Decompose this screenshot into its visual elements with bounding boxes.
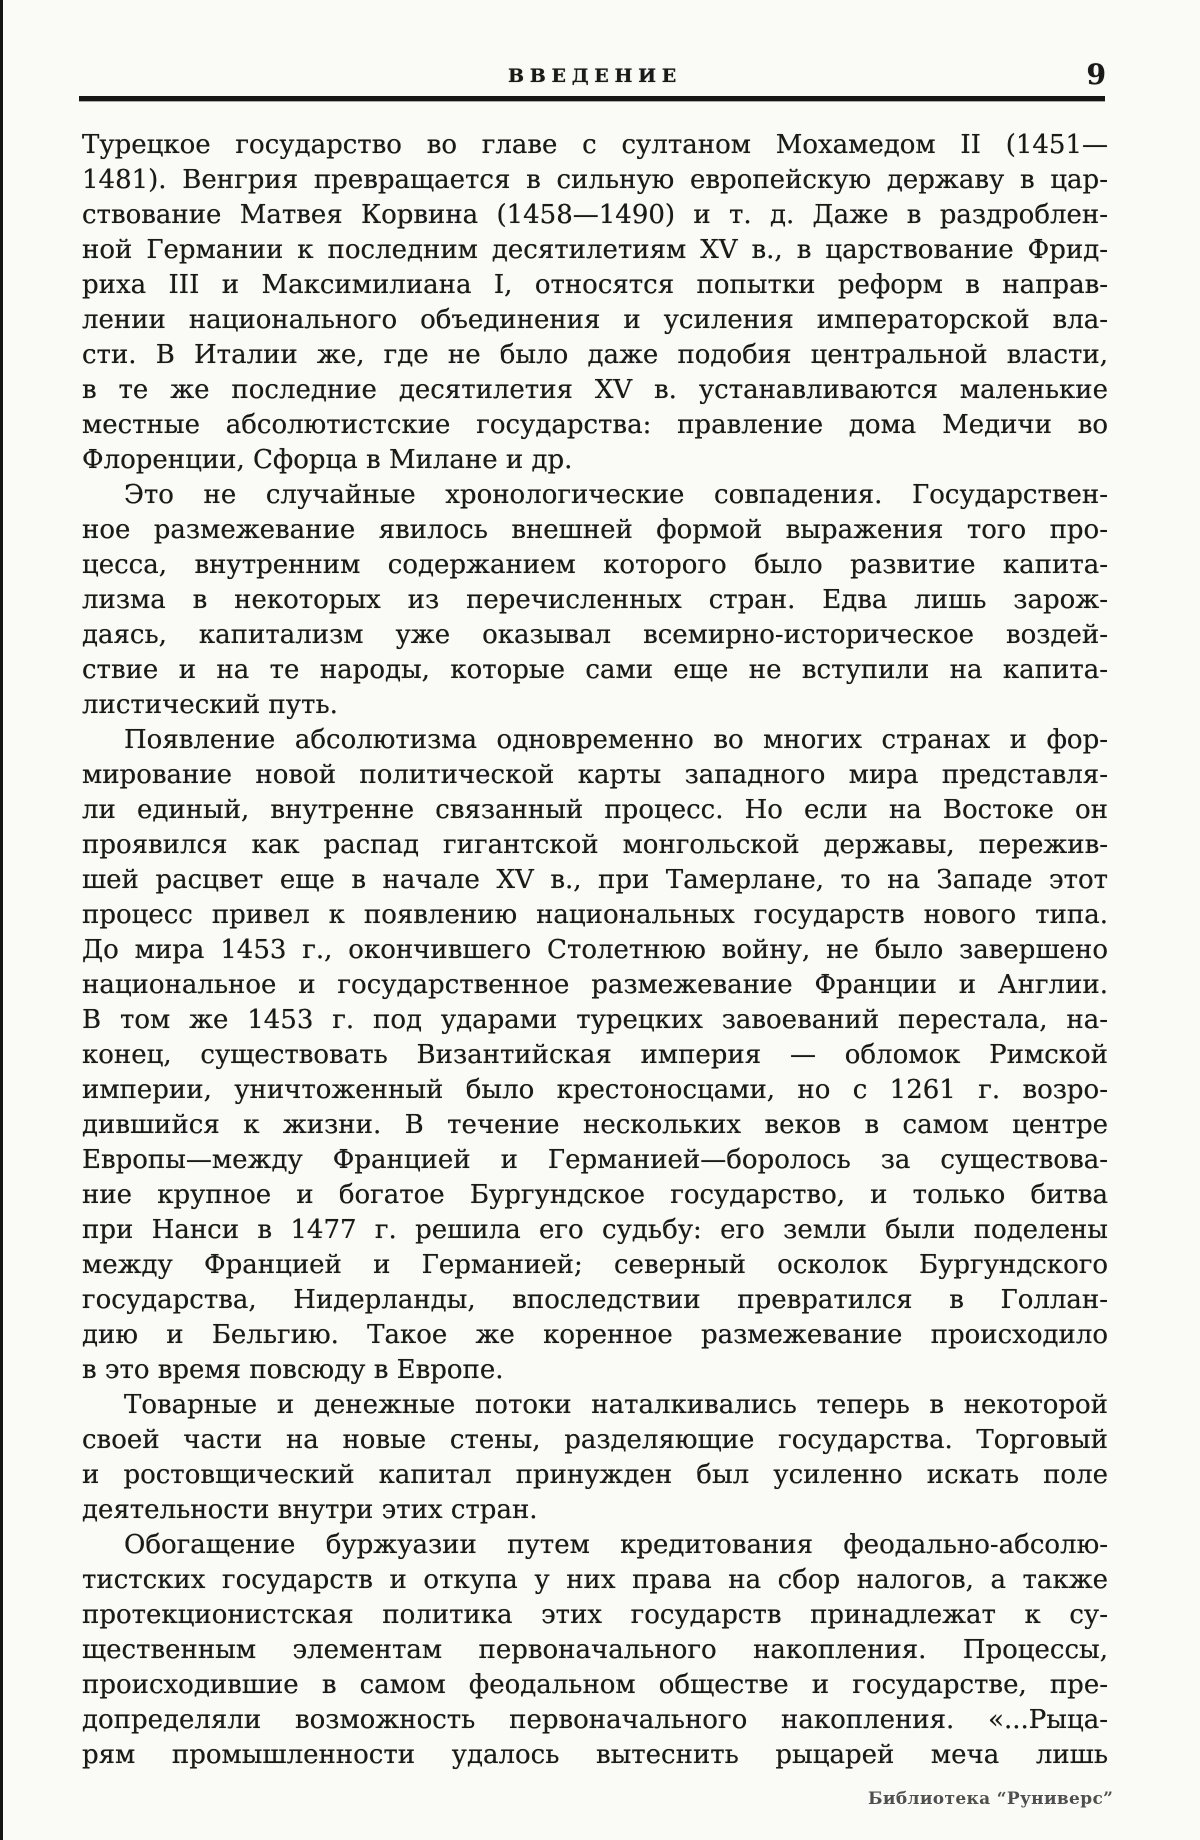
text-line: 1481). Венгрия превращается в сильную европейскую державу в цар-	[82, 165, 1108, 195]
text-line: протекционистская политика этих государств принадлежат к су-	[82, 1600, 1108, 1630]
paragraph	[82, 128, 1108, 478]
text-line: допределяли возможность первоначального накопления. «...Рыца-	[82, 1705, 1108, 1735]
text-line: процесс привел к появлению национальных государств нового типа.	[82, 900, 1108, 930]
text-line: ной Германии к последним десятилетиям XV в., в царствование Фрид-	[82, 235, 1108, 265]
text-line: и ростовщический капитал принужден был усиленно искать поле	[82, 1460, 1108, 1490]
text-line: дию и Бельгию. Такое же коренное размежевание происходило	[82, 1320, 1108, 1350]
text-line: ное размежевание явилось внешней формой выражения того про-	[82, 515, 1108, 545]
text-line: дившийся к жизни. В течение нескольких веков в самом центре	[82, 1110, 1108, 1140]
text-line: происходившие в самом феодальном обществе и государстве, пре-	[82, 1670, 1108, 1700]
text-line: в это время повсюду в Европе.	[82, 1355, 504, 1385]
text-line: Обогащение буржуазии путем кредитования феодально-абсолю-	[124, 1530, 1108, 1560]
text-line: До мира 1453 г., окончившего Столетнюю войну, не было завершено	[82, 935, 1108, 965]
body-text	[82, 128, 1108, 1773]
text-line: между Францией и Германией; северный осколок Бургундского	[82, 1250, 1108, 1280]
paragraph	[82, 723, 1108, 1388]
page-number: 9	[1086, 58, 1106, 91]
library-watermark: Библиотека “Руниверс”	[868, 1789, 1114, 1809]
header-rule-divider	[79, 96, 1105, 101]
text-line: Это не случайные хронологические совпадения. Государствен-	[124, 480, 1108, 510]
text-line: ствование Матвея Корвина (1458—1490) и т. д. Даже в раздроблен-	[82, 200, 1108, 230]
text-line: В том же 1453 г. под ударами турецких завоеваний перестала, на-	[82, 1005, 1108, 1035]
text-line: ли единый, внутренне связанный процесс. Но если на Востоке он	[82, 795, 1108, 825]
text-line: проявился как распад гигантской монгольской державы, пережив-	[82, 830, 1108, 860]
paragraph	[82, 1388, 1108, 1528]
text-line: щественным элементам первоначального накопления. Процессы,	[82, 1635, 1108, 1665]
text-line: ствие и на те народы, которые сами еще не вступили на капита-	[82, 655, 1108, 685]
text-line: тистских государств и откупа у них права на сбор налогов, а также	[82, 1565, 1108, 1595]
text-line: Флоренции, Сфорца в Милане и др.	[82, 445, 573, 475]
text-line: лении национального объединения и усиления императорской вла-	[82, 305, 1108, 335]
text-line: мирование новой политической карты западного мира представля-	[82, 760, 1108, 790]
text-line: Турецкое государство во главе с султаном Мохамедом II (1451—	[82, 130, 1108, 160]
text-line: местные абсолютистские государства: правление дома Медичи во	[82, 410, 1108, 440]
text-line: Появление абсолютизма одновременно во многих странах и фор-	[124, 725, 1108, 755]
text-line: рям промышленности удалось вытеснить рыцарей меча лишь	[82, 1740, 1108, 1770]
text-line: ние крупное и богатое Бургундское государство, и только битва	[82, 1180, 1108, 1210]
text-line: при Нанси в 1477 г. решила его судьбу: его земли были поделены	[82, 1215, 1108, 1245]
paragraph	[82, 1528, 1108, 1773]
text-line: риха III и Максимилиана I, относятся попытки реформ в направ-	[82, 270, 1108, 300]
text-line: национальное и государственное размежевание Франции и Англии.	[82, 970, 1108, 1000]
text-line: конец, существовать Византийская империя — обломок Римской	[82, 1040, 1108, 1070]
text-line: даясь, капитализм уже оказывал всемирно-историческое воздей-	[82, 620, 1108, 650]
text-line: лизма в некоторых из перечисленных стран. Едва лишь зарож-	[82, 585, 1108, 615]
chapter-running-title: ВВЕДЕНИЕ	[508, 65, 682, 87]
text-line: деятельности внутри этих стран.	[82, 1495, 538, 1525]
paragraph	[82, 478, 1108, 723]
text-line: империи, уничтоженный было крестоносцами, но с 1261 г. возро-	[82, 1075, 1108, 1105]
text-line: сти. В Италии же, где не было даже подобия центральной власти,	[82, 340, 1108, 370]
text-line: государства, Нидерланды, впоследствии превратился в Голлан-	[82, 1285, 1108, 1315]
text-line: Европы—между Францией и Германией—боролось за существова-	[82, 1145, 1108, 1175]
scan-edge-artifact	[0, 0, 3, 1840]
text-line: Товарные и денежные потоки наталкивались теперь в некоторой	[124, 1390, 1108, 1420]
text-line: шей расцвет еще в начале XV в., при Тамерлане, то на Западе этот	[82, 865, 1108, 895]
text-line: листический путь.	[82, 690, 338, 720]
text-line: в те же последние десятилетия XV в. устанавливаются маленькие	[82, 375, 1108, 405]
running-head	[82, 58, 1108, 92]
text-line: цесса, внутренним содержанием которого было развитие капита-	[82, 550, 1108, 580]
text-line: своей части на новые стены, разделяющие государства. Торговый	[82, 1425, 1108, 1455]
